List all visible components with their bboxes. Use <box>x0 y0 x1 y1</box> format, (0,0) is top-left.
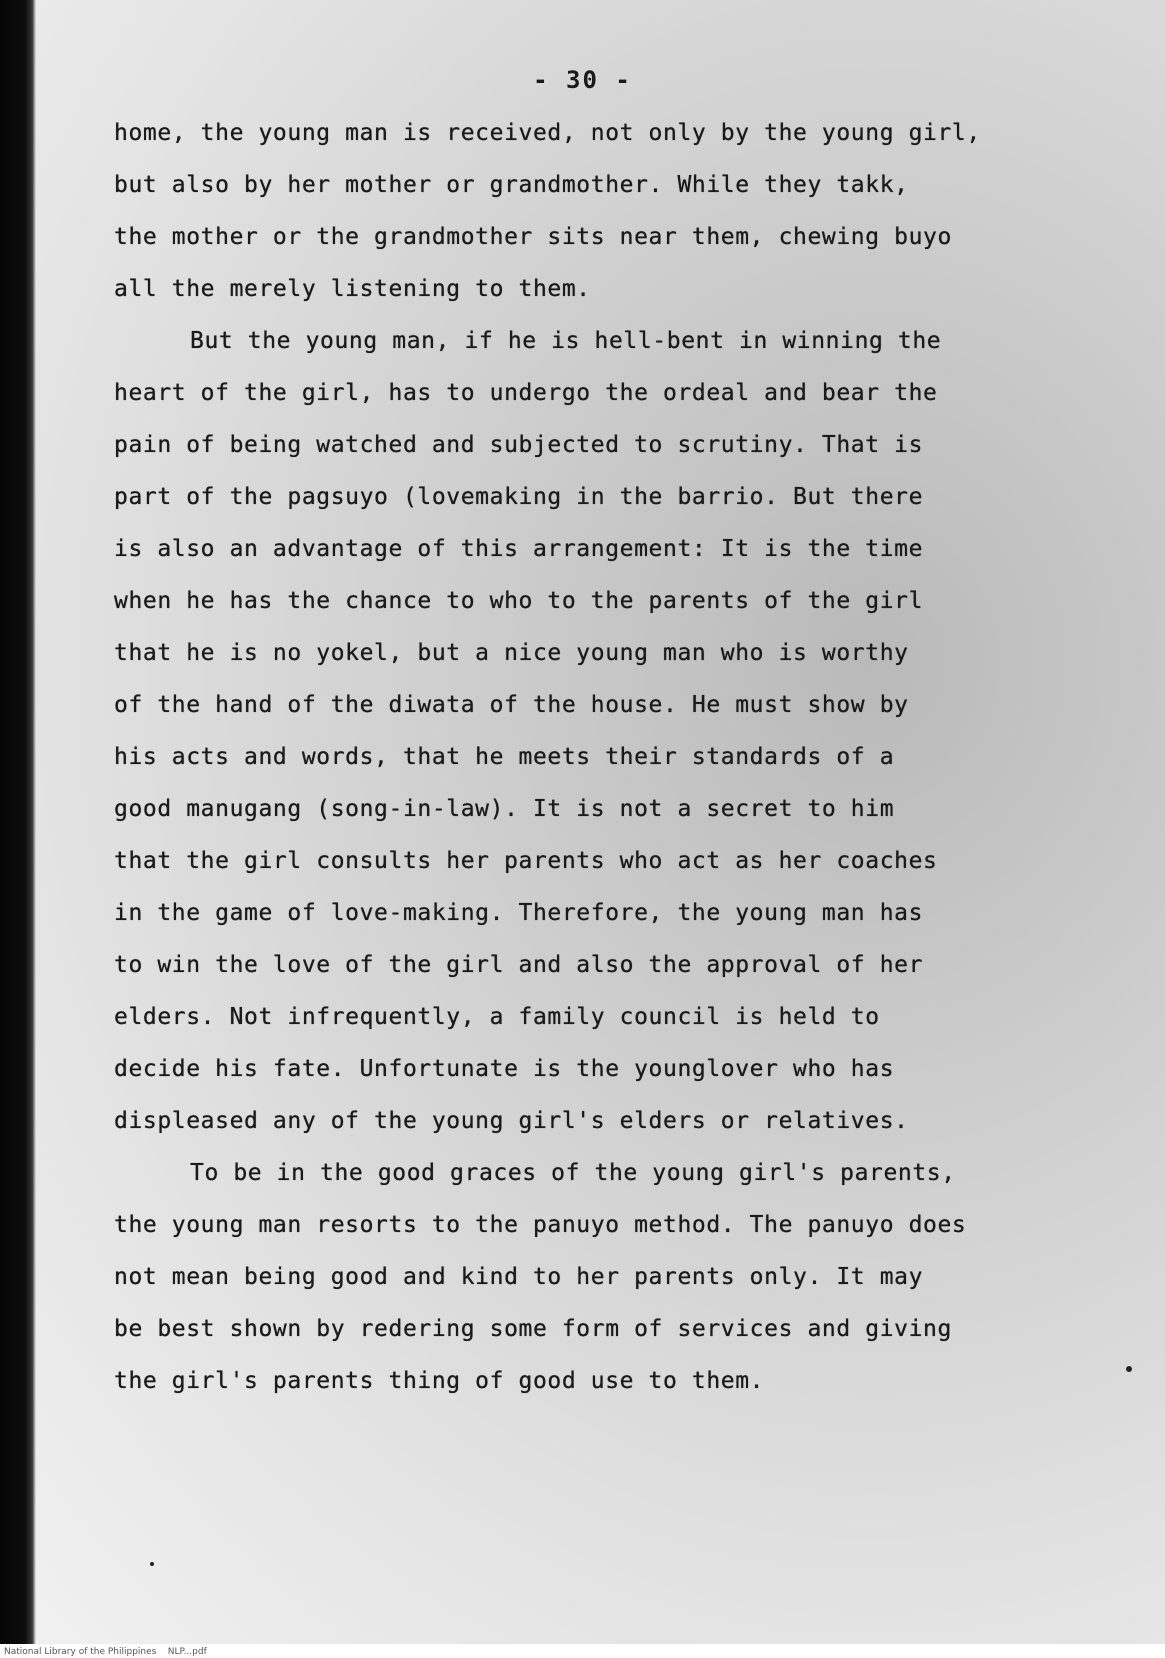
text-line-21: To be in the good graces of the young girl's parents, <box>190 1160 956 1186</box>
text-line-15: that the girl consults her parents who act as her coaches <box>114 848 938 874</box>
text-line-24: be best shown by redering some form of services and giving <box>114 1316 952 1342</box>
scan-speck <box>150 1562 154 1566</box>
text-line-13: his acts and words, that he meets their standards of a <box>114 744 895 770</box>
text-line-22: the young man resorts to the panuyo method. The panuyo does <box>114 1212 967 1238</box>
text-line-7: pain of being watched and subjected to scrutiny. That is <box>114 432 924 458</box>
text-line-16: in the game of love-making. Therefore, the young man has <box>114 900 924 926</box>
text-line-23: not mean being good and kind to her parents only. It may <box>114 1264 924 1290</box>
text-line-17: to win the love of the girl and also the approval of her <box>114 952 924 978</box>
scan-binding-edge <box>0 0 36 1645</box>
text-line-11: that he is no yokel, but a nice young man who is worthy <box>114 640 909 666</box>
text-line-9: is also an advantage of this arrangement: It is the time <box>114 536 924 562</box>
text-line-10: when he has the chance to who to the parents of the girl <box>114 588 924 614</box>
text-line-1: home, the young man is received, not only by the young girl, <box>114 120 981 146</box>
text-line-25: the girl's parents thing of good use to them. <box>114 1368 765 1394</box>
text-line-2: but also by her mother or grandmother. While they takk, <box>114 172 909 198</box>
text-line-4: all the merely listening to them. <box>114 276 591 302</box>
text-line-14: good manugang (song-in-law). It is not a secret to him <box>114 796 895 822</box>
footer-source-text: National Library of the Philippines NLP...pdf <box>4 1647 207 1657</box>
text-line-5: But the young man, if he is hell-bent in winning the <box>190 328 942 354</box>
scan-speck <box>1126 1366 1132 1372</box>
text-line-3: the mother or the grandmother sits near them, chewing buyo <box>114 224 952 250</box>
text-line-12: of the hand of the diwata of the house. He must show by <box>114 692 909 718</box>
text-line-20: displeased any of the young girl's elders or relatives. <box>114 1108 909 1134</box>
page-number: - 30 - <box>533 66 632 94</box>
text-line-6: heart of the girl, has to undergo the ordeal and bear the <box>114 380 938 406</box>
text-line-18: elders. Not infrequently, a family council is held to <box>114 1004 880 1030</box>
text-line-8: part of the pagsuyo (lovemaking in the barrio. But there <box>114 484 924 510</box>
text-line-19: decide his fate. Unfortunate is the younglover who has <box>114 1056 895 1082</box>
